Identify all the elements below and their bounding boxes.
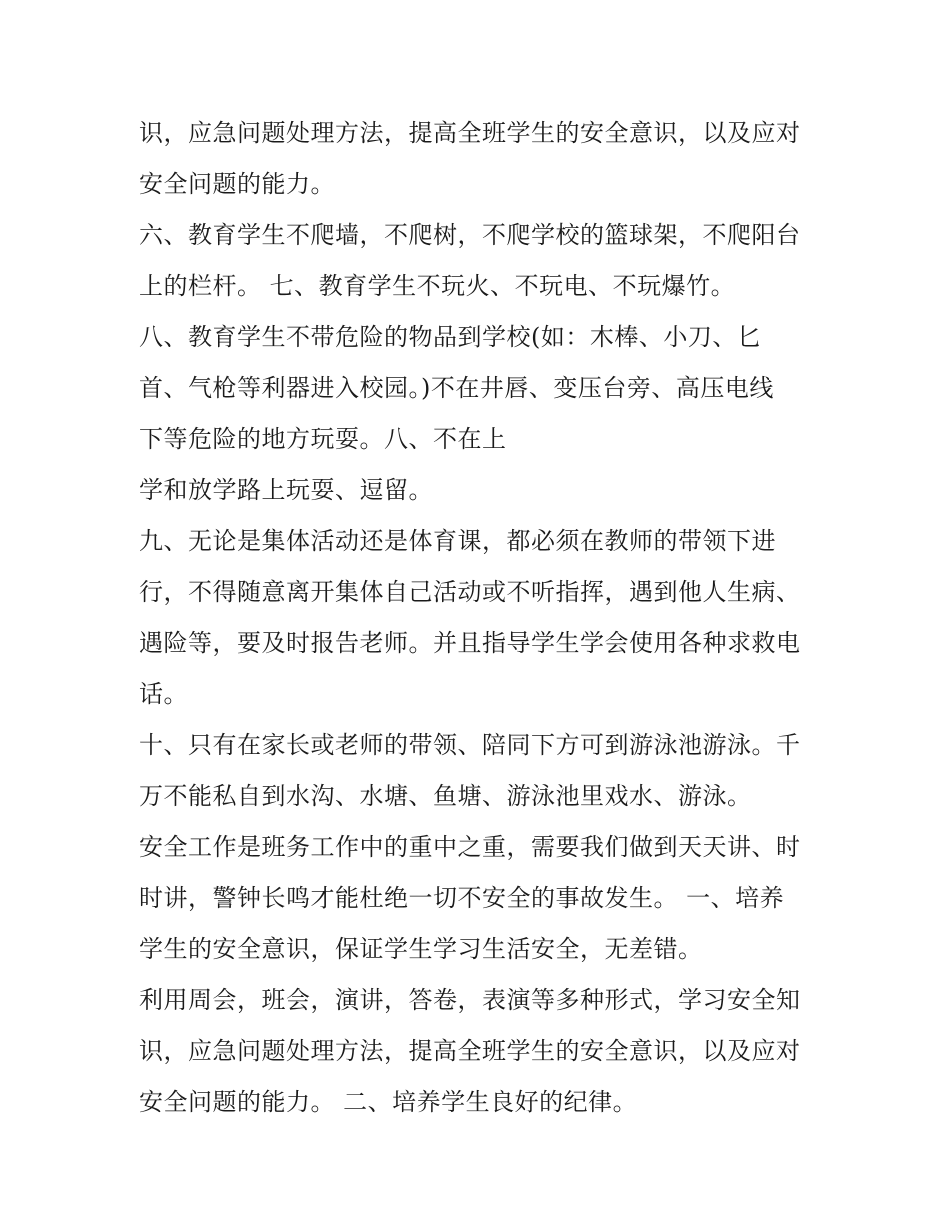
text-line: 安全问题的能力。	[139, 170, 335, 198]
text-line: 首、气枪等利器进入校园。)不在井唇、变压台旁、高压电线	[139, 374, 774, 402]
document-body	[139, 108, 819, 1128]
text-line: 六、教育学生不爬墙，不爬树，不爬学校的篮球架，不爬阳台	[139, 221, 801, 249]
text-line: 九、无论是集体活动还是体育课，都必须在教师的带领下进	[139, 527, 776, 555]
text-line: 识，应急问题处理方法，提高全班学生的安全意识，以及应对	[139, 119, 801, 147]
text-line: 上的栏杆。 七、教育学生不玩火、不玩电、不玩爆竹。	[139, 272, 736, 300]
text-line: 十、只有在家长或老师的带领、陪同下方可到游泳池游泳。千	[139, 731, 801, 759]
text-line: 利用周会，班会，演讲，答卷，表演等多种形式，学习安全知	[139, 986, 801, 1014]
text-line: 学和放学路上玩耍、逗留。	[139, 476, 433, 504]
text-line: 下等危险的地方玩耍。八、不在上	[139, 425, 507, 453]
text-line: 学生的安全意识，保证学生学习生活安全，无差错。	[139, 935, 703, 963]
text-line: 安全问题的能力。 二、培养学生良好的纪律。	[139, 1088, 638, 1116]
text-line: 识，应急问题处理方法，提高全班学生的安全意识，以及应对	[139, 1037, 801, 1065]
text-line: 安全工作是班务工作中的重中之重，需要我们做到天天讲、时	[139, 833, 801, 861]
text-line: 遇险等，要及时报告老师。并且指导学生学会使用各种求救电	[139, 629, 801, 657]
text-line: 八、教育学生不带危险的物品到学校(如：木棒、小刀、匕	[139, 323, 762, 351]
text-line: 时讲，警钟长鸣才能杜绝一切不安全的事故发生。 一、培养	[139, 884, 785, 912]
text-line: 话。	[139, 680, 188, 708]
text-line: 万不能私自到水沟、水塘、鱼塘、游泳池里戏水、游泳。	[139, 782, 752, 810]
text-line: 行，不得随意离开集体自己活动或不听指挥，遇到他人生病、	[139, 578, 801, 606]
